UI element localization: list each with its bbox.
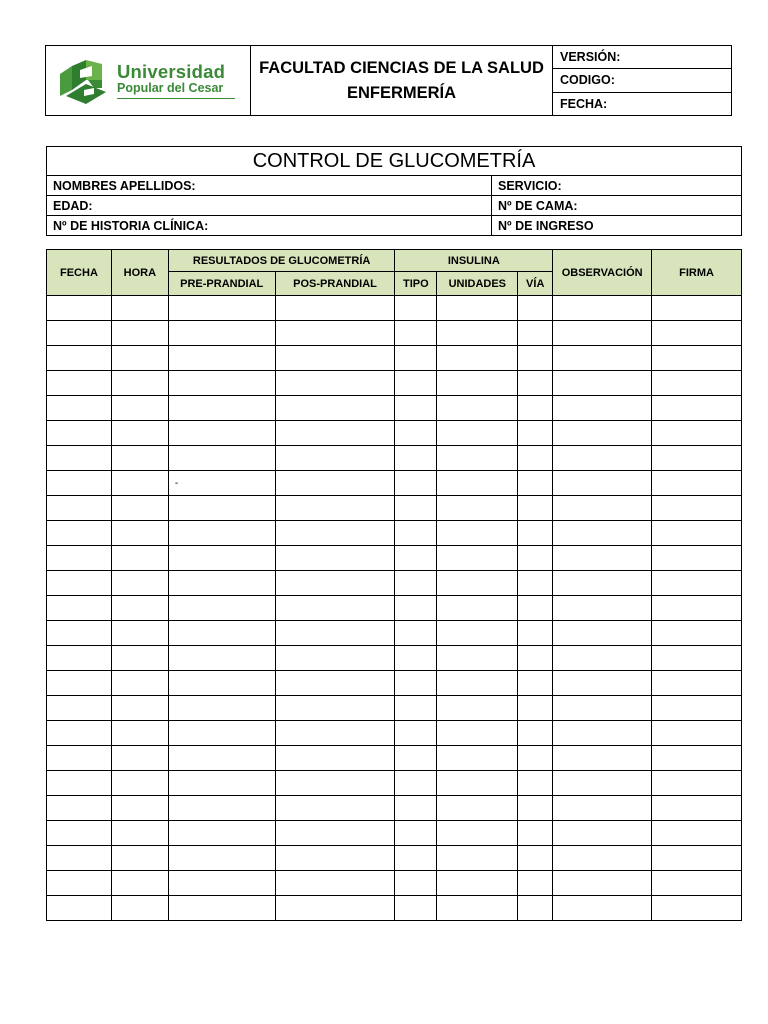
cell-observacion[interactable] bbox=[553, 871, 652, 896]
cell-hora[interactable] bbox=[111, 521, 168, 546]
cell-pre-prandial[interactable] bbox=[168, 646, 275, 671]
table-row bbox=[47, 371, 742, 396]
cell-unidades[interactable] bbox=[437, 446, 518, 471]
cell-unidades[interactable] bbox=[437, 696, 518, 721]
cell-pre-prandial[interactable] bbox=[168, 571, 275, 596]
cell-observacion[interactable] bbox=[553, 421, 652, 446]
cell-pos-prandial[interactable] bbox=[275, 596, 395, 621]
cell-fecha[interactable] bbox=[47, 671, 112, 696]
cell-unidades[interactable] bbox=[437, 721, 518, 746]
logo-cell bbox=[46, 46, 251, 116]
cell-pre-prandial[interactable] bbox=[168, 771, 275, 796]
cell-pre-prandial[interactable] bbox=[168, 396, 275, 421]
cell-fecha[interactable] bbox=[47, 421, 112, 446]
col-header-firma: FIRMA bbox=[652, 250, 742, 296]
cell-pre-prandial[interactable] bbox=[168, 346, 275, 371]
cell-fecha[interactable] bbox=[47, 321, 112, 346]
cell-observacion[interactable] bbox=[553, 546, 652, 571]
table-row bbox=[47, 621, 742, 646]
cell-observacion[interactable] bbox=[553, 571, 652, 596]
table-row bbox=[47, 746, 742, 771]
col-header-pre-prandial: PRE-PRANDIAL bbox=[168, 272, 275, 296]
cell-tipo[interactable] bbox=[395, 346, 437, 371]
cell-observacion[interactable] bbox=[553, 521, 652, 546]
admission-field[interactable]: Nº DE INGRESO bbox=[492, 216, 742, 236]
cell-fecha[interactable] bbox=[47, 646, 112, 671]
cell-firma[interactable] bbox=[652, 846, 742, 871]
cell-via[interactable] bbox=[518, 296, 553, 321]
cell-pos-prandial[interactable] bbox=[275, 671, 395, 696]
cell-pre-prandial[interactable] bbox=[168, 296, 275, 321]
cell-tipo[interactable] bbox=[395, 421, 437, 446]
cell-tipo[interactable] bbox=[395, 771, 437, 796]
cell-pos-prandial[interactable] bbox=[275, 621, 395, 646]
cell-observacion[interactable] bbox=[553, 321, 652, 346]
cell-observacion[interactable] bbox=[553, 746, 652, 771]
cell-unidades[interactable] bbox=[437, 396, 518, 421]
cell-unidades[interactable] bbox=[437, 746, 518, 771]
header-table bbox=[45, 45, 732, 116]
cell-firma[interactable] bbox=[652, 421, 742, 446]
cell-pos-prandial[interactable] bbox=[275, 796, 395, 821]
patient-info-table bbox=[46, 146, 742, 236]
table-row bbox=[47, 721, 742, 746]
cell-fecha[interactable] bbox=[47, 746, 112, 771]
cell-unidades[interactable] bbox=[437, 821, 518, 846]
cell-hora[interactable] bbox=[111, 796, 168, 821]
cell-hora[interactable] bbox=[111, 421, 168, 446]
cell-firma[interactable] bbox=[652, 696, 742, 721]
cell-pos-prandial[interactable] bbox=[275, 821, 395, 846]
cell-via[interactable] bbox=[518, 371, 553, 396]
cell-tipo[interactable] bbox=[395, 521, 437, 546]
program-name: ENFERMERÍA bbox=[346, 83, 457, 102]
cell-fecha[interactable] bbox=[47, 621, 112, 646]
cell-pos-prandial[interactable] bbox=[275, 771, 395, 796]
cell-pre-prandial[interactable] bbox=[168, 596, 275, 621]
cell-unidades[interactable] bbox=[437, 596, 518, 621]
cell-tipo[interactable] bbox=[395, 721, 437, 746]
cell-hora[interactable] bbox=[111, 571, 168, 596]
cell-pre-prandial[interactable] bbox=[168, 871, 275, 896]
cell-pos-prandial[interactable] bbox=[275, 871, 395, 896]
table-row bbox=[47, 321, 742, 346]
cell-hora[interactable] bbox=[111, 621, 168, 646]
cell-fecha[interactable] bbox=[47, 496, 112, 521]
cell-hora[interactable] bbox=[111, 321, 168, 346]
cell-unidades[interactable] bbox=[437, 471, 518, 496]
cell-tipo[interactable] bbox=[395, 496, 437, 521]
cell-via[interactable] bbox=[518, 871, 553, 896]
cell-unidades[interactable] bbox=[437, 621, 518, 646]
cell-hora[interactable] bbox=[111, 696, 168, 721]
faculty-cell bbox=[251, 46, 553, 116]
cell-pre-prandial[interactable] bbox=[168, 446, 275, 471]
cell-hora[interactable] bbox=[111, 746, 168, 771]
cell-pre-prandial[interactable] bbox=[168, 546, 275, 571]
cell-via[interactable] bbox=[518, 771, 553, 796]
version-field[interactable]: VERSIÓN: bbox=[553, 46, 732, 69]
cell-fecha[interactable] bbox=[47, 546, 112, 571]
cell-observacion[interactable] bbox=[553, 646, 652, 671]
cell-firma[interactable] bbox=[652, 521, 742, 546]
cell-observacion[interactable] bbox=[553, 471, 652, 496]
cell-via[interactable] bbox=[518, 571, 553, 596]
col-header-unidades: UNIDADES bbox=[437, 272, 518, 296]
cell-tipo[interactable] bbox=[395, 546, 437, 571]
table-row bbox=[47, 646, 742, 671]
cell-via[interactable] bbox=[518, 546, 553, 571]
faculty-name: FACULTAD CIENCIAS DE LA SALUD bbox=[259, 58, 544, 77]
date-field[interactable]: FECHA: bbox=[553, 92, 732, 115]
university-logo bbox=[46, 56, 250, 106]
cell-hora[interactable] bbox=[111, 546, 168, 571]
cell-firma[interactable] bbox=[652, 896, 742, 921]
cell-tipo[interactable] bbox=[395, 646, 437, 671]
cell-observacion[interactable] bbox=[553, 596, 652, 621]
cell-pre-prandial[interactable] bbox=[168, 721, 275, 746]
cell-observacion[interactable] bbox=[553, 621, 652, 646]
cell-observacion[interactable] bbox=[553, 821, 652, 846]
cell-fecha[interactable] bbox=[47, 721, 112, 746]
cell-pos-prandial[interactable] bbox=[275, 571, 395, 596]
cell-firma[interactable] bbox=[652, 446, 742, 471]
cell-observacion[interactable] bbox=[553, 896, 652, 921]
cell-pre-prandial[interactable] bbox=[168, 521, 275, 546]
cell-fecha[interactable] bbox=[47, 871, 112, 896]
cell-observacion[interactable] bbox=[553, 846, 652, 871]
table-row bbox=[47, 696, 742, 721]
cell-unidades[interactable] bbox=[437, 521, 518, 546]
table-row bbox=[47, 821, 742, 846]
cell-via[interactable] bbox=[518, 721, 553, 746]
cell-fecha[interactable] bbox=[47, 446, 112, 471]
cell-unidades[interactable] bbox=[437, 571, 518, 596]
cell-unidades[interactable] bbox=[437, 896, 518, 921]
cell-fecha[interactable] bbox=[47, 796, 112, 821]
cell-unidades[interactable] bbox=[437, 871, 518, 896]
cell-firma[interactable] bbox=[652, 871, 742, 896]
table-row bbox=[47, 871, 742, 896]
cell-tipo[interactable] bbox=[395, 846, 437, 871]
cell-firma[interactable] bbox=[652, 321, 742, 346]
cell-unidades[interactable] bbox=[437, 371, 518, 396]
col-header-fecha: FECHA bbox=[47, 250, 112, 296]
code-field[interactable]: CODIGO: bbox=[553, 69, 732, 92]
cell-tipo[interactable] bbox=[395, 896, 437, 921]
cell-via[interactable] bbox=[518, 621, 553, 646]
cell-pos-prandial[interactable] bbox=[275, 521, 395, 546]
cell-observacion[interactable] bbox=[553, 371, 652, 396]
cell-hora[interactable] bbox=[111, 771, 168, 796]
cell-pre-prandial[interactable] bbox=[168, 896, 275, 921]
cell-pos-prandial[interactable] bbox=[275, 896, 395, 921]
cell-unidades[interactable] bbox=[437, 321, 518, 346]
cell-hora[interactable] bbox=[111, 896, 168, 921]
cell-fecha[interactable] bbox=[47, 571, 112, 596]
cell-unidades[interactable] bbox=[437, 346, 518, 371]
cell-observacion[interactable] bbox=[553, 796, 652, 821]
cell-pre-prandial[interactable] bbox=[168, 321, 275, 346]
col-group-glucometry-results: RESULTADOS DE GLUCOMETRÍA bbox=[168, 250, 395, 272]
cell-tipo[interactable] bbox=[395, 321, 437, 346]
table-row bbox=[47, 571, 742, 596]
cell-hora[interactable] bbox=[111, 446, 168, 471]
cell-firma[interactable] bbox=[652, 721, 742, 746]
clinical-history-field[interactable]: Nº DE HISTORIA CLÍNICA: bbox=[47, 216, 492, 236]
cell-observacion[interactable] bbox=[553, 671, 652, 696]
table-row bbox=[47, 546, 742, 571]
cell-hora[interactable] bbox=[111, 471, 168, 496]
cell-unidades[interactable] bbox=[437, 496, 518, 521]
cell-unidades[interactable] bbox=[437, 771, 518, 796]
cell-pos-prandial[interactable] bbox=[275, 546, 395, 571]
cell-pos-prandial[interactable] bbox=[275, 646, 395, 671]
cell-hora[interactable] bbox=[111, 821, 168, 846]
cell-via[interactable] bbox=[518, 671, 553, 696]
cell-pos-prandial[interactable] bbox=[275, 721, 395, 746]
cell-firma[interactable] bbox=[652, 646, 742, 671]
cell-pos-prandial[interactable] bbox=[275, 471, 395, 496]
cell-observacion[interactable] bbox=[553, 296, 652, 321]
cell-firma[interactable] bbox=[652, 471, 742, 496]
cell-pos-prandial[interactable] bbox=[275, 421, 395, 446]
cell-fecha[interactable] bbox=[47, 396, 112, 421]
cell-pos-prandial[interactable] bbox=[275, 296, 395, 321]
glucometry-log-table bbox=[46, 249, 742, 921]
cell-firma[interactable] bbox=[652, 796, 742, 821]
cell-via[interactable] bbox=[518, 471, 553, 496]
cell-fecha[interactable] bbox=[47, 896, 112, 921]
cell-unidades[interactable] bbox=[437, 796, 518, 821]
cell-tipo[interactable] bbox=[395, 396, 437, 421]
cell-hora[interactable] bbox=[111, 671, 168, 696]
cell-fecha[interactable] bbox=[47, 846, 112, 871]
cell-firma[interactable] bbox=[652, 371, 742, 396]
cell-via[interactable] bbox=[518, 421, 553, 446]
cell-hora[interactable] bbox=[111, 846, 168, 871]
cell-firma[interactable] bbox=[652, 621, 742, 646]
cell-pos-prandial[interactable] bbox=[275, 346, 395, 371]
cell-via[interactable] bbox=[518, 446, 553, 471]
cell-fecha[interactable] bbox=[47, 696, 112, 721]
cell-firma[interactable] bbox=[652, 346, 742, 371]
cell-tipo[interactable] bbox=[395, 696, 437, 721]
cell-pos-prandial[interactable] bbox=[275, 846, 395, 871]
cell-hora[interactable] bbox=[111, 371, 168, 396]
cell-hora[interactable] bbox=[111, 496, 168, 521]
cell-unidades[interactable] bbox=[437, 421, 518, 446]
cell-unidades[interactable] bbox=[437, 846, 518, 871]
cell-tipo[interactable] bbox=[395, 571, 437, 596]
table-row bbox=[47, 771, 742, 796]
cell-fecha[interactable] bbox=[47, 371, 112, 396]
table-row bbox=[47, 846, 742, 871]
logo-subtitle: Popular del Cesar bbox=[117, 81, 224, 95]
service-field[interactable]: SERVICIO: bbox=[492, 176, 742, 196]
cell-pre-prandial[interactable] bbox=[168, 371, 275, 396]
age-field[interactable]: EDAD: bbox=[47, 196, 492, 216]
cell-pos-prandial[interactable] bbox=[275, 396, 395, 421]
cell-tipo[interactable] bbox=[395, 596, 437, 621]
cell-via[interactable] bbox=[518, 596, 553, 621]
cell-tipo[interactable] bbox=[395, 446, 437, 471]
table-row bbox=[47, 296, 742, 321]
table-row bbox=[47, 496, 742, 521]
cell-observacion[interactable] bbox=[553, 496, 652, 521]
cell-hora[interactable] bbox=[111, 646, 168, 671]
cell-via[interactable] bbox=[518, 696, 553, 721]
table-row bbox=[47, 796, 742, 821]
cell-fecha[interactable] bbox=[47, 596, 112, 621]
cell-hora[interactable] bbox=[111, 296, 168, 321]
cell-firma[interactable] bbox=[652, 746, 742, 771]
cell-tipo[interactable] bbox=[395, 821, 437, 846]
cell-pre-prandial[interactable] bbox=[168, 621, 275, 646]
cell-pos-prandial[interactable] bbox=[275, 696, 395, 721]
cell-via[interactable] bbox=[518, 521, 553, 546]
cell-unidades[interactable] bbox=[437, 296, 518, 321]
cell-pos-prandial[interactable] bbox=[275, 446, 395, 471]
cell-pre-prandial[interactable] bbox=[168, 821, 275, 846]
cell-tipo[interactable] bbox=[395, 296, 437, 321]
cell-fecha[interactable] bbox=[47, 771, 112, 796]
cell-via[interactable] bbox=[518, 821, 553, 846]
cell-observacion[interactable] bbox=[553, 721, 652, 746]
table-row bbox=[47, 471, 742, 496]
university-logo-icon bbox=[58, 56, 112, 106]
cell-pre-prandial[interactable] bbox=[168, 746, 275, 771]
cell-hora[interactable] bbox=[111, 721, 168, 746]
cell-fecha[interactable] bbox=[47, 521, 112, 546]
cell-tipo[interactable] bbox=[395, 746, 437, 771]
cell-pre-prandial[interactable] bbox=[168, 421, 275, 446]
cell-observacion[interactable] bbox=[553, 396, 652, 421]
names-field[interactable]: NOMBRES APELLIDOS: bbox=[47, 176, 492, 196]
table-row bbox=[47, 421, 742, 446]
cell-observacion[interactable] bbox=[553, 696, 652, 721]
cell-fecha[interactable] bbox=[47, 296, 112, 321]
cell-pos-prandial[interactable] bbox=[275, 371, 395, 396]
logo-underline bbox=[117, 98, 235, 99]
cell-via[interactable] bbox=[518, 746, 553, 771]
cell-tipo[interactable] bbox=[395, 471, 437, 496]
cell-via[interactable] bbox=[518, 796, 553, 821]
cell-pre-prandial[interactable] bbox=[168, 496, 275, 521]
cell-pos-prandial[interactable] bbox=[275, 496, 395, 521]
cell-firma[interactable] bbox=[652, 396, 742, 421]
cell-via[interactable] bbox=[518, 896, 553, 921]
table-row bbox=[47, 346, 742, 371]
cell-fecha[interactable] bbox=[47, 346, 112, 371]
cell-via[interactable] bbox=[518, 321, 553, 346]
col-group-insulin: INSULINA bbox=[395, 250, 553, 272]
cell-firma[interactable] bbox=[652, 571, 742, 596]
cell-tipo[interactable] bbox=[395, 671, 437, 696]
cell-via[interactable] bbox=[518, 396, 553, 421]
cell-unidades[interactable] bbox=[437, 546, 518, 571]
cell-hora[interactable] bbox=[111, 596, 168, 621]
col-header-via: VÍA bbox=[518, 272, 553, 296]
cell-observacion[interactable] bbox=[553, 446, 652, 471]
cell-observacion[interactable] bbox=[553, 771, 652, 796]
log-table-body bbox=[47, 296, 742, 921]
cell-via[interactable] bbox=[518, 646, 553, 671]
cell-pos-prandial[interactable] bbox=[275, 746, 395, 771]
cell-firma[interactable] bbox=[652, 771, 742, 796]
table-row bbox=[47, 896, 742, 921]
cell-fecha[interactable] bbox=[47, 471, 112, 496]
cell-unidades[interactable] bbox=[437, 671, 518, 696]
table-row bbox=[47, 671, 742, 696]
form-title: CONTROL DE GLUCOMETRÍA bbox=[47, 147, 742, 176]
cell-via[interactable] bbox=[518, 346, 553, 371]
cell-firma[interactable] bbox=[652, 671, 742, 696]
cell-hora[interactable] bbox=[111, 396, 168, 421]
cell-pre-prandial[interactable] bbox=[168, 796, 275, 821]
cell-firma[interactable] bbox=[652, 596, 742, 621]
cell-pre-prandial[interactable] bbox=[168, 671, 275, 696]
col-header-hora: HORA bbox=[111, 250, 168, 296]
cell-pos-prandial[interactable] bbox=[275, 321, 395, 346]
cell-hora[interactable] bbox=[111, 871, 168, 896]
table-row bbox=[47, 596, 742, 621]
cell-firma[interactable] bbox=[652, 821, 742, 846]
stray-mark: - bbox=[168, 471, 275, 496]
cell-via[interactable] bbox=[518, 496, 553, 521]
col-header-tipo: TIPO bbox=[395, 272, 437, 296]
cell-firma[interactable] bbox=[652, 546, 742, 571]
cell-tipo[interactable] bbox=[395, 871, 437, 896]
col-header-observacion: OBSERVACIÓN bbox=[553, 250, 652, 296]
table-row bbox=[47, 521, 742, 546]
cell-via[interactable] bbox=[518, 846, 553, 871]
cell-firma[interactable] bbox=[652, 496, 742, 521]
table-row bbox=[47, 396, 742, 421]
cell-tipo[interactable] bbox=[395, 621, 437, 646]
cell-tipo[interactable] bbox=[395, 371, 437, 396]
cell-observacion[interactable] bbox=[553, 346, 652, 371]
bed-field[interactable]: Nº DE CAMA: bbox=[492, 196, 742, 216]
table-row bbox=[47, 446, 742, 471]
logo-title: Universidad bbox=[117, 60, 226, 82]
cell-hora[interactable] bbox=[111, 346, 168, 371]
cell-tipo[interactable] bbox=[395, 796, 437, 821]
cell-unidades[interactable] bbox=[437, 646, 518, 671]
cell-pre-prandial[interactable] bbox=[168, 696, 275, 721]
cell-firma[interactable] bbox=[652, 296, 742, 321]
cell-fecha[interactable] bbox=[47, 821, 112, 846]
cell-pre-prandial[interactable] bbox=[168, 846, 275, 871]
col-header-pos-prandial: POS-PRANDIAL bbox=[275, 272, 395, 296]
